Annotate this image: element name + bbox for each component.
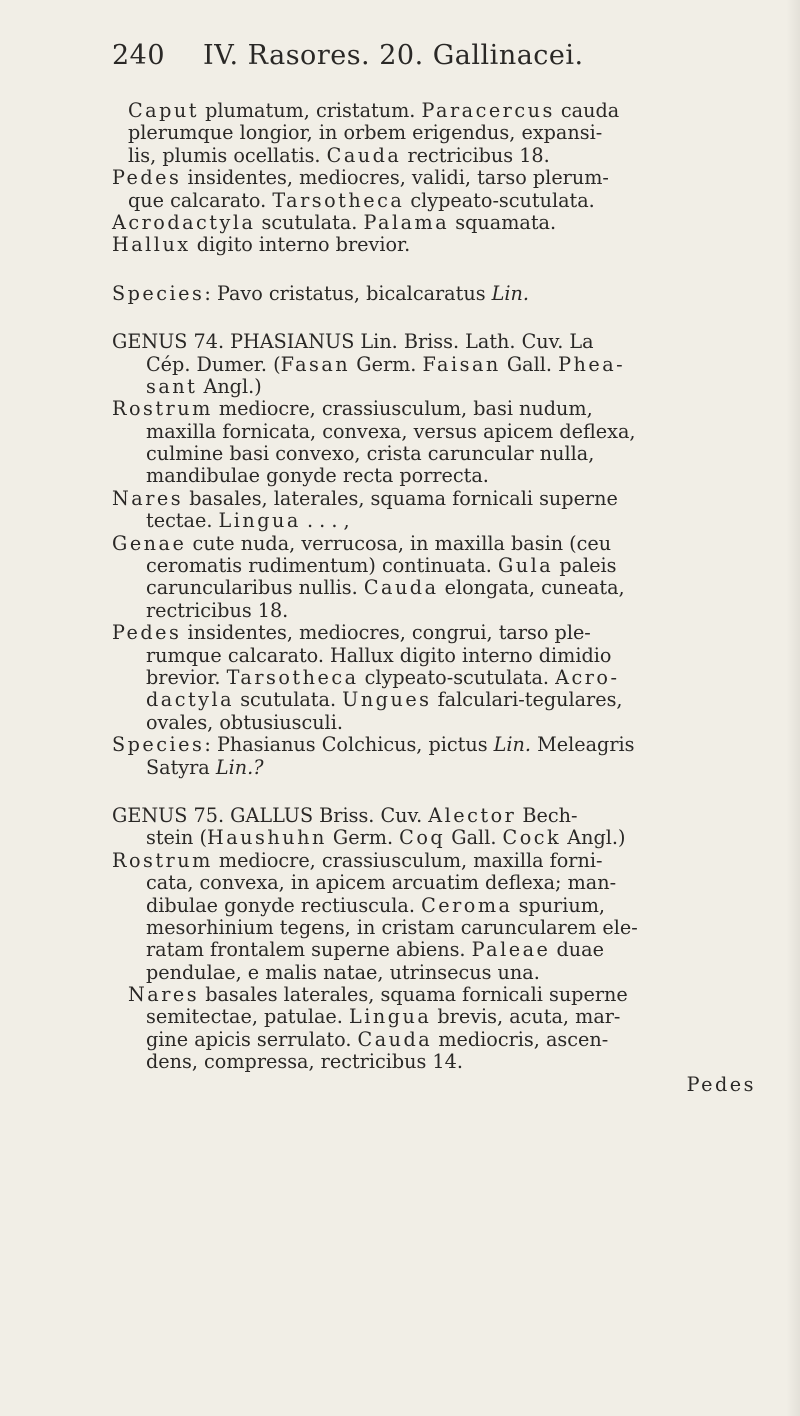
text-line: Rostrum mediocre, crassiusculum, maxilla forni- xyxy=(112,848,603,872)
text-line: Nares basales, laterales, squama fornicali superne xyxy=(112,486,618,510)
text-line: Cép. Dumer. (Fasan Germ. Faisan Gall. Phea- xyxy=(146,352,626,376)
text-line: ratam frontalem superne abiens. Paleae duae xyxy=(146,938,604,962)
text-line: Caput plumatum, cristatum. Paracercus cauda xyxy=(128,99,620,122)
text-line: brevior. Tarsotheca clypeato-scutulata. Acro- xyxy=(146,665,620,689)
page-body xyxy=(112,100,774,1096)
text-line: dactyla scutulata. Ungues falculari-tegulares, xyxy=(146,688,623,712)
text-line: pendulae, e malis natae, utrinsecus una. xyxy=(146,960,540,984)
text-line: rectricibus 18. xyxy=(146,598,289,622)
text-line: rumque calcarato. Hallux digito interno dimidio xyxy=(146,643,612,667)
page-number: 240 xyxy=(112,40,166,71)
text-line: semitectae, patulae. Lingua brevis, acuta, mar- xyxy=(146,1005,621,1029)
text-line: stein (Haushuhn Germ. Coq Gall. Cock Angl.) xyxy=(146,826,626,850)
text-line: ovales, obtusiusculi. xyxy=(146,710,343,734)
text-line: mandibulae gonyde recta porrecta. xyxy=(146,464,489,488)
text-line: Pedes insidentes, mediocres, congrui, tarso ple- xyxy=(112,621,591,645)
species-line: Species: Phasianus Colchicus, pictus Lin. Meleagris xyxy=(112,733,635,757)
text-line: gine apicis serrulato. Cauda mediocris, ascen- xyxy=(146,1027,609,1051)
text-line: ceromatis rudimentum) continuata. Gula paleis xyxy=(146,554,617,578)
text-line: culmine basi convexo, crista caruncular nulla, xyxy=(146,442,595,466)
text-line: dens, compressa, rectricibus 14. xyxy=(146,1050,463,1074)
text-line: mesorhinium tegens, in cristam caruncularem ele- xyxy=(146,915,638,939)
text-line: Satyra Lin.? xyxy=(146,755,264,779)
running-header xyxy=(112,40,752,71)
genus-heading: GENUS 74. PHASIANUS Lin. Briss. Lath. Cuv. La xyxy=(112,330,594,354)
text-line: Hallux digito interno brevior. xyxy=(112,233,411,257)
text-line: Genae cute nuda, verrucosa, in maxilla basin (ceu xyxy=(112,531,612,555)
text-line: Acrodactyla scutulata. Palama squamata. xyxy=(112,210,557,234)
text-line: plerumque longior, in orbem erigendus, expansi- xyxy=(128,121,603,145)
text-line: lis, plumis ocellatis. Cauda rectricibus 18. xyxy=(128,143,550,167)
running-title: IV. Rasores. 20. Gallinacei. xyxy=(203,40,584,71)
text-line: que calcarato. Tarsotheca clypeato-scutulata. xyxy=(128,188,595,212)
text-line: Rostrum mediocre, crassiusculum, basi nudum, xyxy=(112,397,593,421)
text-line: cata, convexa, in apicem arcuatim deflexa; man- xyxy=(146,871,617,895)
text-line: Pedes insidentes, mediocres, validi, tarso plerum- xyxy=(112,166,609,190)
text-line: caruncularibus nullis. Cauda elongata, cuneata, xyxy=(146,576,625,600)
genus-heading: GENUS 75. GALLUS Briss. Cuv. Alector Bech- xyxy=(112,803,578,827)
page-edge-shadow xyxy=(786,0,800,1416)
text-line: dibulae gonyde rectiuscula. Ceroma spurium, xyxy=(146,893,606,917)
text-line: tectae. Lingua . . . , xyxy=(146,509,350,533)
catchword: Pedes xyxy=(686,1072,756,1096)
text-line: sant Angl.) xyxy=(146,374,262,398)
text-line: Nares basales laterales, squama fornicali superne xyxy=(128,983,628,1007)
text-line: maxilla fornicata, convexa, versus apicem deflexa, xyxy=(146,419,636,443)
species-line: Species: Pavo cristatus, bicalcaratus Lin. xyxy=(112,281,529,305)
